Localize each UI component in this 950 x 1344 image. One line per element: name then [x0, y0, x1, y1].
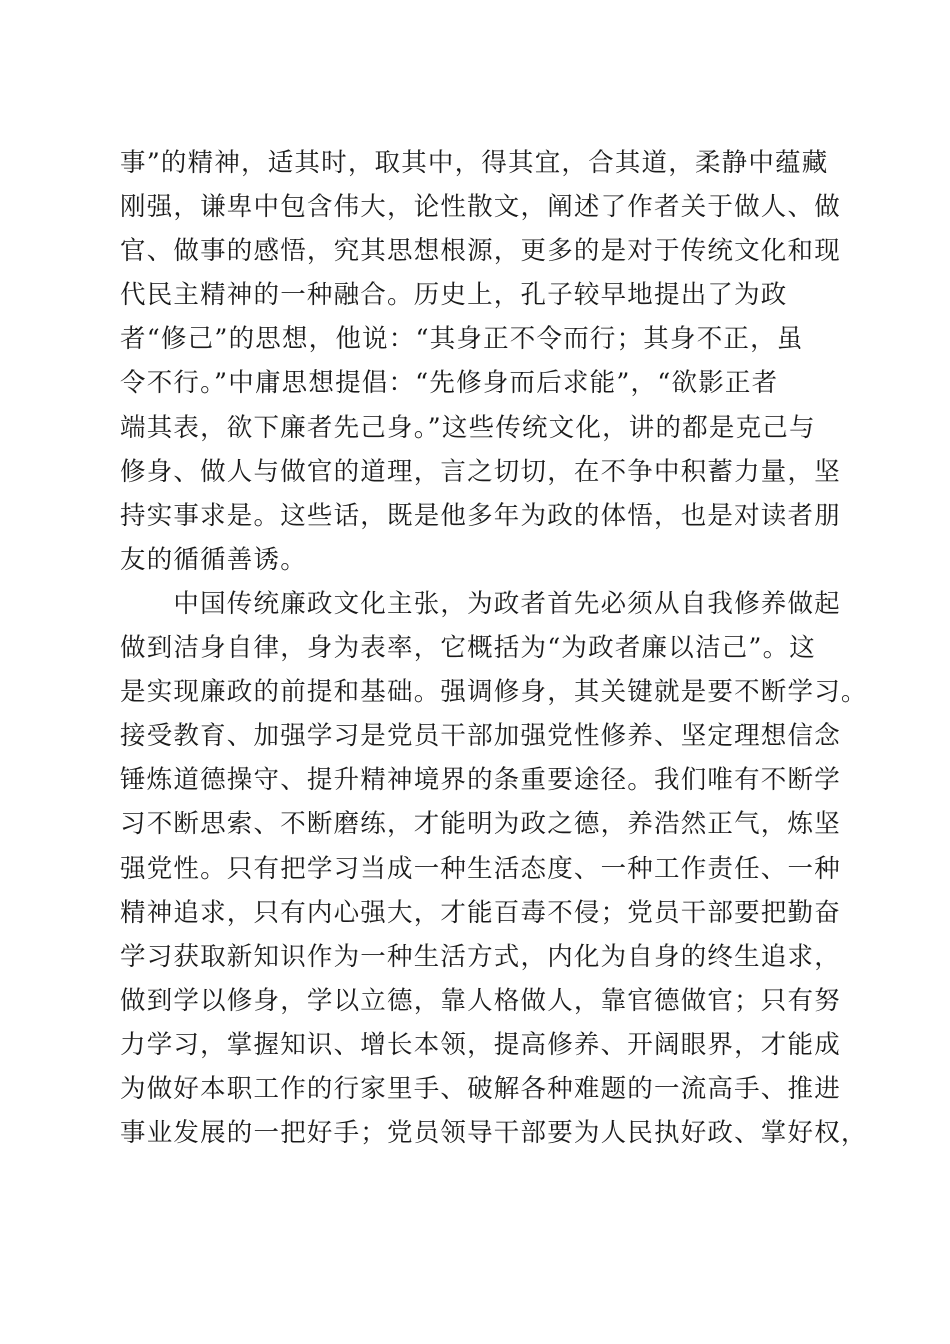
- text-line: 事业发展的一把好手；党员领导干部要为人民执好政、掌好权，: [120, 1118, 868, 1149]
- text-line: 刚强，谦卑中包含伟大，论性散文，阐述了作者关于做人、做: [120, 192, 841, 223]
- text-line: 官、做事的感悟，究其思想根源，更多的是对于传统文化和现: [120, 236, 841, 267]
- text-line: 者“修己”的思想，他说：“其身正不令而行；其身不正，虽: [120, 324, 804, 355]
- text-line: 中国传统廉政文化主张，为政者首先必须从自我修养做起: [120, 588, 841, 619]
- text-line: 学习获取新知识作为一种生活方式，内化为自身的终生追求，: [120, 941, 841, 972]
- text-line: 代民主精神的一种融合。历史上，孔子较早地提出了为政: [120, 280, 788, 311]
- text-line: 强党性。只有把学习当成一种生活态度、一种工作责任、一种: [120, 853, 841, 884]
- text-line: 令不行。”中庸思想提倡：“先修身而后求能”，“欲影正者: [120, 368, 779, 399]
- text-line: 友的循循善诱。: [120, 544, 307, 575]
- text-line: 修身、做人与做官的道理，言之切切，在不争中积蓄力量，坚: [120, 456, 841, 487]
- text-line: 是实现廉政的前提和基础。强调修身，其关键就是要不断学习。: [120, 677, 868, 708]
- text-line: 事”的精神，适其时，取其中，得其宜，合其道，柔静中蕴藏: [120, 148, 829, 178]
- text-line: 锤炼道德操守、提升精神境界的条重要途径。我们唯有不断学: [120, 765, 841, 796]
- text-line: 接受教育、加强学习是党员干部加强党性修养、坚定理想信念: [120, 721, 841, 752]
- text-line: 力学习，掌握知识、增长本领，提高修养、开阔眼界，才能成: [120, 1029, 841, 1060]
- text-line: 做到洁身自律，身为表率，它概括为“为政者廉以洁己”。这: [120, 633, 816, 664]
- text-line: 为做好本职工作的行家里手、破解各种难题的一流高手、推进: [120, 1073, 841, 1104]
- text-line: 端其表，欲下廉者先己身。”这些传统文化，讲的都是克己与: [120, 412, 816, 443]
- text-line: 持实事求是。这些话，既是他多年为政的体悟，也是对读者朋: [120, 500, 841, 531]
- text-line: 习不断思索、不断磨练，才能明为政之德，养浩然正气，炼坚: [120, 809, 841, 840]
- text-line: 做到学以修身，学以立德，靠人格做人，靠官德做官；只有努: [120, 985, 841, 1016]
- body-text: [120, 141, 868, 1155]
- text-line: 精神追求，只有内心强大，才能百毒不侵；党员干部要把勤奋: [120, 897, 841, 928]
